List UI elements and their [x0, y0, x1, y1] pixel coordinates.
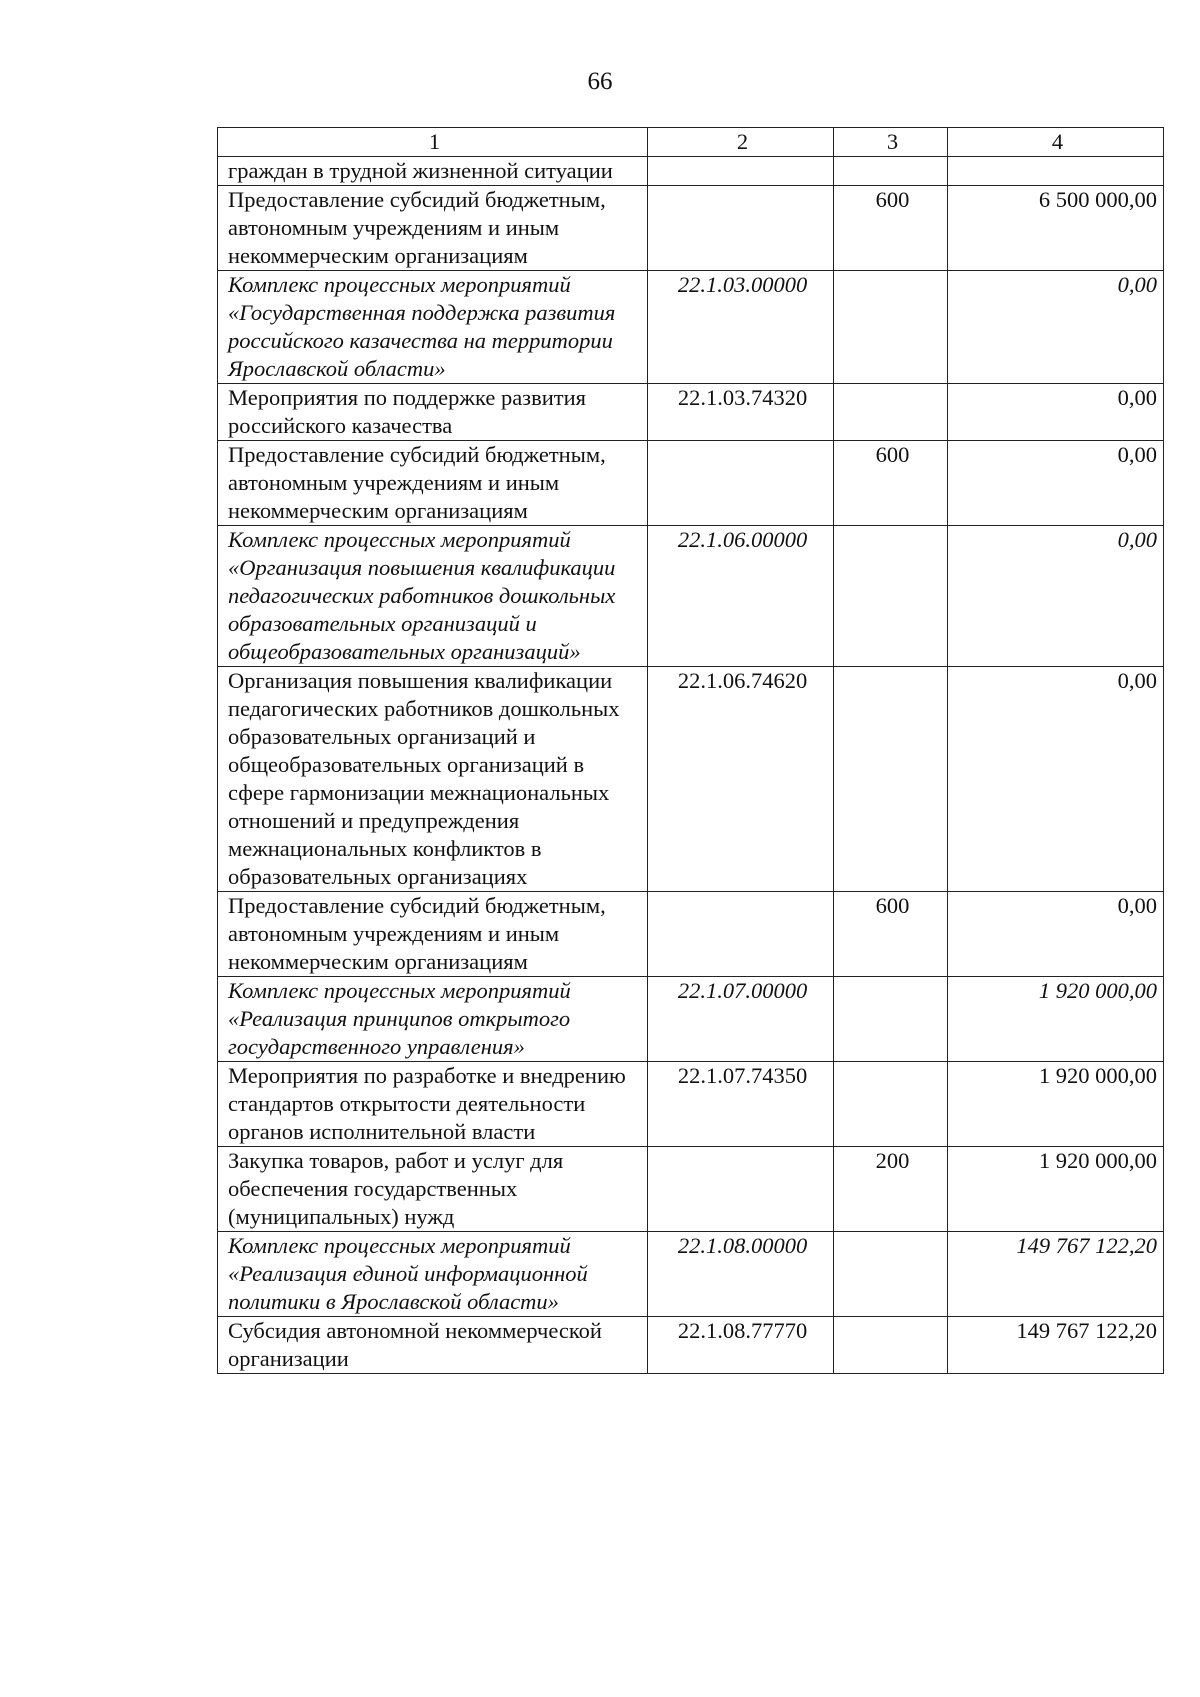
cell-kvr	[834, 1232, 948, 1317]
cell-sum: 0,00	[948, 667, 1164, 892]
table-row	[218, 1232, 1164, 1317]
cell-sum: 6 500 000,00	[948, 186, 1164, 271]
table-body	[218, 157, 1164, 1374]
cell-name: Комплекс процессных мероприятий «Государственная поддержка развития российского казачества на территории Ярославской области»	[218, 271, 648, 384]
table-row	[218, 977, 1164, 1062]
cell-name: Предоставление субсидий бюджетным, автономным учреждениям и иным некоммерческим организациям	[218, 441, 648, 526]
cell-name: Предоставление субсидий бюджетным, автономным учреждениям и иным некоммерческим организациям	[218, 892, 648, 977]
cell-code: 22.1.03.74320	[648, 384, 834, 441]
cell-sum: 1 920 000,00	[948, 1147, 1164, 1232]
cell-name: Предоставление субсидий бюджетным, автономным учреждениям и иным некоммерческим организациям	[218, 186, 648, 271]
cell-sum: 0,00	[948, 271, 1164, 384]
cell-name: Комплекс процессных мероприятий «Реализация единой информационной политики в Ярославской области»	[218, 1232, 648, 1317]
cell-code	[648, 1147, 834, 1232]
table-header	[218, 128, 1164, 157]
cell-sum: 1 920 000,00	[948, 977, 1164, 1062]
cell-kvr	[834, 384, 948, 441]
cell-code: 22.1.06.74620	[648, 667, 834, 892]
budget-table	[217, 127, 1164, 1374]
cell-kvr: 200	[834, 1147, 948, 1232]
cell-sum: 0,00	[948, 441, 1164, 526]
cell-name: Субсидия автономной некоммерческой организации	[218, 1317, 648, 1374]
cell-name: Комплекс процессных мероприятий «Организация повышения квалификации педагогических работников дошкольных образовательных организаций и общеобразовательных организаций»	[218, 526, 648, 667]
cell-kvr	[834, 667, 948, 892]
column-header-4: 4	[948, 128, 1164, 157]
table-row	[218, 526, 1164, 667]
cell-kvr	[834, 977, 948, 1062]
page-number: 66	[587, 68, 613, 95]
column-header-2: 2	[648, 128, 834, 157]
cell-sum: 0,00	[948, 526, 1164, 667]
cell-name: Комплекс процессных мероприятий «Реализация принципов открытого государственного управления»	[218, 977, 648, 1062]
cell-kvr	[834, 1062, 948, 1147]
cell-name: Мероприятия по разработке и внедрению стандартов открытости деятельности органов исполнительной власти	[218, 1062, 648, 1147]
table-row	[218, 1317, 1164, 1374]
cell-name: граждан в трудной жизненной ситуации	[218, 157, 648, 186]
cell-kvr: 600	[834, 892, 948, 977]
table-row	[218, 1062, 1164, 1147]
table-row	[218, 271, 1164, 384]
table-row	[218, 892, 1164, 977]
cell-name: Закупка товаров, работ и услуг для обеспечения государственных (муниципальных) нужд	[218, 1147, 648, 1232]
cell-sum: 0,00	[948, 892, 1164, 977]
table-row	[218, 157, 1164, 186]
cell-code: 22.1.06.00000	[648, 526, 834, 667]
cell-kvr: 600	[834, 441, 948, 526]
cell-code	[648, 157, 834, 186]
cell-code	[648, 186, 834, 271]
table-row	[218, 667, 1164, 892]
cell-kvr	[834, 1317, 948, 1374]
cell-code	[648, 892, 834, 977]
cell-kvr: 600	[834, 186, 948, 271]
table-row	[218, 384, 1164, 441]
table-row	[218, 1147, 1164, 1232]
cell-code	[648, 441, 834, 526]
cell-name: Мероприятия по поддержке развития российского казачества	[218, 384, 648, 441]
column-header-1: 1	[218, 128, 648, 157]
column-header-3: 3	[834, 128, 948, 157]
cell-sum: 149 767 122,20	[948, 1232, 1164, 1317]
cell-kvr	[834, 526, 948, 667]
cell-kvr	[834, 157, 948, 186]
cell-code: 22.1.08.77770	[648, 1317, 834, 1374]
table-row	[218, 186, 1164, 271]
cell-kvr	[834, 271, 948, 384]
cell-sum: 149 767 122,20	[948, 1317, 1164, 1374]
cell-code: 22.1.07.74350	[648, 1062, 834, 1147]
table-row	[218, 441, 1164, 526]
cell-code: 22.1.08.00000	[648, 1232, 834, 1317]
cell-sum	[948, 157, 1164, 186]
cell-code: 22.1.03.00000	[648, 271, 834, 384]
cell-sum: 1 920 000,00	[948, 1062, 1164, 1147]
cell-sum: 0,00	[948, 384, 1164, 441]
cell-name: Организация повышения квалификации педагогических работников дошкольных образовательных организаций и общеобразовательных организаций в сфере гармонизации межнациональных отношений и предупреждения межнациональных конфликтов в образовательных организациях	[218, 667, 648, 892]
cell-code: 22.1.07.00000	[648, 977, 834, 1062]
header-row	[218, 128, 1164, 157]
